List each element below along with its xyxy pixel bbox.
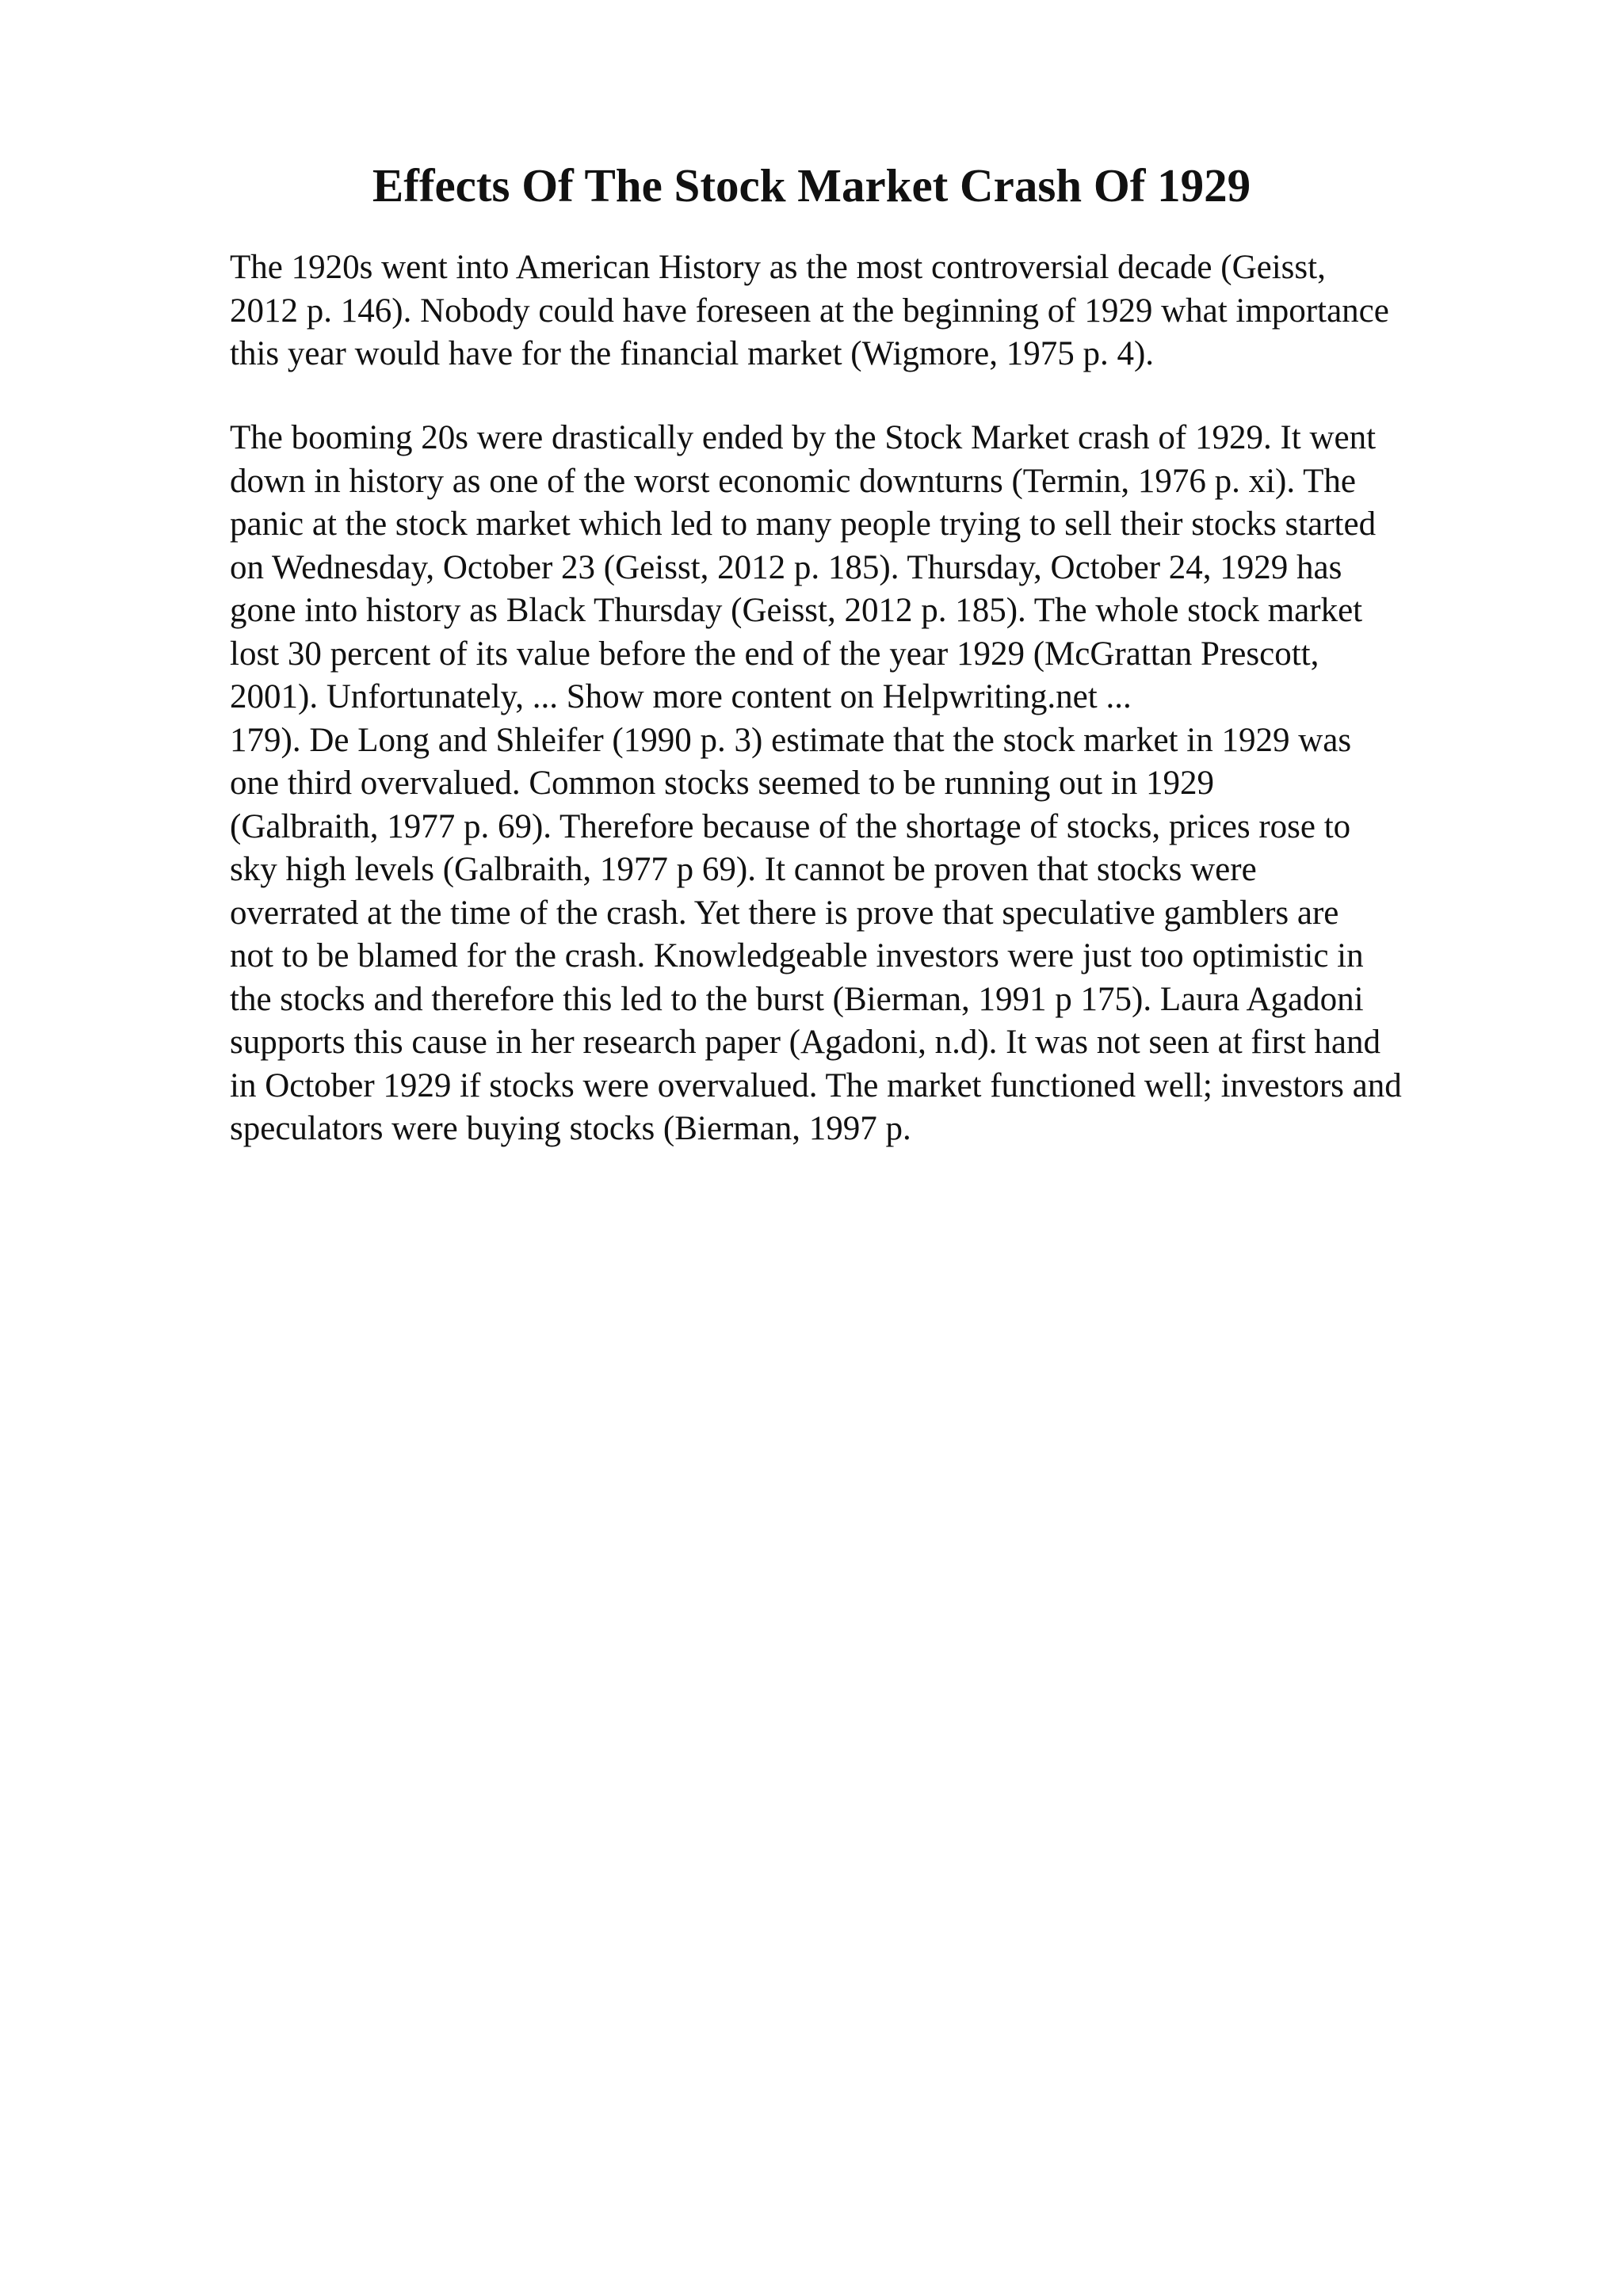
text-line: on Wednesday, October 23 (Geisst, 2012 p. 185). Thursday, October 24, 1929 has [230, 548, 1342, 586]
text-line: speculators were buying stocks (Bierman, 1997 p. [230, 1110, 911, 1147]
text-line: 179). De Long and Shleifer (1990 p. 3) estimate that the stock market in 1929 was [230, 721, 1352, 759]
text-line: in October 1929 if stocks were overvalued. The market functioned well; investors and [230, 1066, 1402, 1104]
text-line: panic at the stock market which led to many people trying to sell their stocks started [230, 505, 1377, 543]
text-line: this year would have for the financial market (Wigmore, 1975 p. 4). [230, 335, 1155, 372]
text-line: overrated at the time of the crash. Yet there is prove that speculative gamblers are [230, 894, 1339, 932]
text-line: one third overvalued. Common stocks seemed to be running out in 1929 [230, 765, 1215, 802]
text-line: 2012 p. 146). Nobody could have foreseen at the beginning of 1929 what importance [230, 292, 1389, 330]
text-line: the stocks and therefore this led to the burst (Bierman, 1991 p 175). Laura Agadoni [230, 980, 1364, 1018]
paragraph-1 [230, 246, 1514, 376]
text-line: (Galbraith, 1977 p. 69). Therefore because of the shortage of stocks, prices rose to [230, 807, 1351, 845]
text-line: not to be blamed for the crash. Knowledgeable investors were just too optimistic in [230, 937, 1364, 974]
text-line: 2001). Unfortunately, ... Show more content on Helpwriting.net ... [230, 678, 1132, 715]
text-line: supports this cause in her research paper (Agadoni, n.d). It was not seen at first hand [230, 1024, 1381, 1061]
text-line: down in history as one of the worst economic downturns (Termin, 1976 p. xi). The [230, 462, 1356, 500]
text-line: The 1920s went into American History as the most controversial decade (Geisst, [230, 249, 1326, 286]
text-line: The booming 20s were drastically ended by the Stock Market crash of 1929. It went [230, 419, 1377, 456]
document-title: Effects Of The Stock Market Crash Of 1929 [372, 159, 1251, 212]
text-line: lost 30 percent of its value before the end of the year 1929 (McGrattan Prescott, [230, 635, 1319, 673]
text-line: gone into history as Black Thursday (Geisst, 2012 p. 185). The whole stock market [230, 592, 1363, 629]
paragraph-2 [230, 417, 1514, 1151]
text-line: sky high levels (Galbraith, 1977 p 69). It cannot be proven that stocks were [230, 851, 1257, 888]
